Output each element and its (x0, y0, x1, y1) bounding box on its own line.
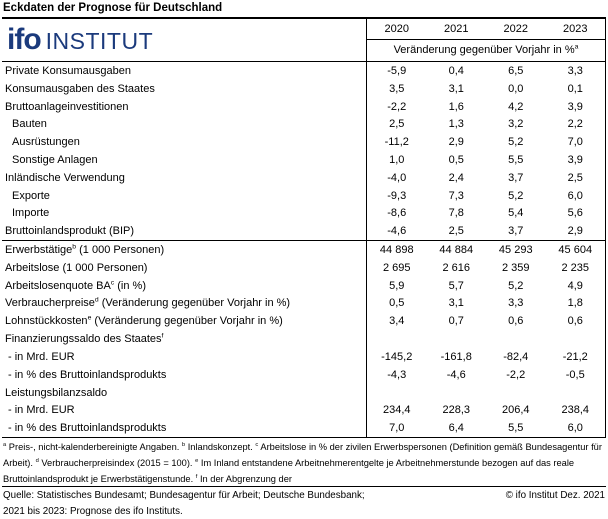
footnote-marker: d (35, 457, 39, 464)
value-cell: 5,5 (508, 422, 524, 435)
value-cell: 5,9 (389, 279, 405, 292)
value-cell: 2,9 (567, 225, 583, 238)
value-cell: 2 235 (561, 261, 590, 274)
row-values (366, 419, 606, 437)
ifo-logo-institut: INSTITUT (45, 28, 154, 54)
value-cell: 4,9 (567, 279, 583, 292)
value-cell: 3,5 (389, 82, 405, 95)
year-header-2021: 2021 (444, 23, 469, 35)
year-header-row (367, 19, 605, 40)
row-values (366, 222, 606, 240)
value-cell: 5,7 (448, 279, 464, 292)
value-cell: -2,2 (387, 100, 407, 113)
row-label: - in Mrd. EUR (8, 350, 75, 363)
value-cell: 1,3 (448, 118, 464, 131)
row-label: Bruttoanlageinvestitionen (5, 100, 129, 113)
value-cell: 2 359 (501, 261, 530, 274)
value-cell: 0,6 (508, 315, 524, 328)
row-label: Konsumausgaben des Staates (5, 82, 155, 95)
footnote-rule (2, 437, 606, 438)
value-cell: 2,2 (567, 118, 583, 131)
source-block (3, 488, 605, 519)
value-cell: 4,2 (508, 100, 524, 113)
column-header-block (366, 19, 606, 61)
table-row (2, 259, 606, 277)
value-cell: 7,3 (448, 189, 464, 202)
value-cell: 2,5 (448, 225, 464, 238)
row-label: Private Konsumausgaben (5, 64, 131, 77)
value-cell: 0,1 (567, 82, 583, 95)
value-cell: -4,6 (387, 225, 407, 238)
row-values (366, 151, 606, 169)
value-cell: -145,2 (381, 350, 413, 363)
value-cell: 6,5 (508, 64, 524, 77)
row-values (366, 330, 606, 348)
row-label: Lohnstückkosten$^e$ (Veränderung gegenüber Vorjahr in %) (5, 314, 283, 328)
footnote-marker: e (195, 457, 199, 464)
copyright-text: © ifo Institut Dez. 2021 (505, 490, 605, 501)
value-cell: 3,2 (508, 118, 524, 131)
value-cell: 2,5 (389, 118, 405, 131)
table-row (2, 348, 606, 366)
table-row (2, 240, 606, 259)
page-title: Eckdaten der Prognose für Deutschland (3, 2, 223, 14)
value-cell: 45 293 (498, 244, 533, 257)
row-values (366, 62, 606, 80)
value-cell: 0,5 (448, 153, 464, 166)
value-cell: 7,8 (448, 207, 464, 220)
row-label: Finanzierungssaldo des Staates$^f$ (5, 332, 164, 346)
value-cell: 2,5 (567, 171, 583, 184)
value-cell: 238,4 (561, 404, 590, 417)
row-label: - in % des Bruttoinlandsprodukts (8, 368, 167, 381)
row-label: - in % des Bruttoinlandsprodukts (8, 422, 167, 435)
table-row (2, 169, 606, 187)
row-values (366, 259, 606, 277)
value-cell: -2,2 (506, 368, 526, 381)
table-row (2, 419, 606, 437)
footnote-marker: a (3, 441, 7, 448)
value-cell: 0,5 (389, 297, 405, 310)
value-cell: -11,2 (384, 136, 409, 149)
value-cell: 0,0 (508, 82, 524, 95)
table-row (2, 115, 606, 133)
value-cell: -0,5 (565, 368, 585, 381)
value-cell: 5,2 (508, 136, 524, 149)
value-cell: 6,0 (567, 422, 583, 435)
row-values (366, 312, 606, 330)
value-cell: 3,3 (567, 64, 583, 77)
table-row (2, 384, 606, 402)
table-row (2, 222, 606, 240)
value-cell: 1,0 (389, 153, 405, 166)
value-cell: -8,6 (387, 207, 407, 220)
row-values (366, 241, 606, 259)
table-row (2, 98, 606, 116)
value-cell: -82,4 (503, 350, 529, 363)
value-cell: 1,8 (567, 297, 583, 310)
row-label: - in Mrd. EUR (8, 404, 75, 417)
row-label: Exporte (12, 189, 50, 202)
table-row (2, 366, 606, 384)
row-label: Importe (12, 207, 50, 220)
row-values (366, 133, 606, 151)
value-cell: -4,3 (387, 368, 407, 381)
table-row (2, 62, 606, 80)
row-label: Bruttoinlandsprodukt (BIP) (5, 225, 135, 238)
value-cell: 3,1 (448, 82, 464, 95)
row-label: Arbeitslosenquote $BA^c$ (in %) (5, 279, 146, 292)
row-values (366, 80, 606, 98)
footnotes: $^a$ Preis-, nicht-kalenderbereinigte Angaben. $^b$ Inlandskonzept. $^c$ Arbeitslose in % der zivilen Erwerbspersonen (Definition gemäß Bundesagentur für Arbeit). $^d$ Verbraucherpreisindex (2015 = 100). $^e$ Im Inland entstandene Arbeitnehmerentgelte je Arbeitnehmerstunde bezogen auf das reale Bruttoinlandsprodukt je Erwerbstätigenstunde. $^f$ In der Abgrenzung der (3, 441, 602, 484)
table-row (2, 312, 606, 330)
footnote-marker-a: a (574, 43, 579, 51)
ifo-logo (7, 25, 153, 55)
value-cell: 3,7 (508, 171, 524, 184)
row-label: Ausrüstungen (12, 136, 80, 149)
table-row (2, 80, 606, 98)
row-values (366, 115, 606, 133)
value-cell: 2,9 (448, 136, 464, 149)
value-cell: -4,6 (446, 368, 466, 381)
footnote-marker: c (255, 441, 259, 448)
value-cell: 5,5 (508, 153, 524, 166)
value-cell: 1,6 (448, 100, 464, 113)
ifo-logo-wordmark: ifo (7, 23, 41, 56)
row-values (366, 169, 606, 187)
value-cell: 3,9 (567, 100, 583, 113)
value-cell: -5,9 (387, 64, 407, 77)
row-values (366, 366, 606, 384)
value-cell: 3,9 (567, 153, 583, 166)
unit-subheader: Veränderung gegenüber Vorjahr in %$^a$ (393, 43, 579, 56)
value-cell: 6,4 (448, 422, 464, 435)
row-label: Erwerbstätige$^b$ (1 000 Personen) (5, 243, 165, 257)
row-label: Verbraucherpreise$^d$ (Veränderung gegenüber Vorjahr in %) (5, 296, 291, 310)
table-header (2, 19, 606, 61)
row-values (366, 187, 606, 205)
value-cell: 3,3 (508, 297, 524, 310)
year-header-2023: 2023 (563, 23, 588, 35)
value-cell: 234,4 (382, 404, 411, 417)
forecast-note-text: 2021 bis 2023: Prognose des ifo Instituts. (3, 505, 183, 517)
value-cell: 45 604 (558, 244, 593, 257)
value-cell: 3,1 (448, 297, 464, 310)
row-values (366, 277, 606, 295)
value-cell: -161,8 (440, 350, 472, 363)
year-header-2022: 2022 (503, 23, 528, 35)
value-cell: 0,7 (448, 315, 464, 328)
value-cell: 5,6 (567, 207, 583, 220)
row-label: Sonstige Anlagen (12, 153, 98, 166)
source-row (3, 488, 605, 504)
footnote-marker: f (195, 473, 198, 480)
table-row (2, 151, 606, 169)
row-label: Inländische Verwendung (5, 171, 125, 184)
logo-cell (2, 19, 366, 61)
row-values (366, 401, 606, 419)
row-values (366, 295, 606, 313)
value-cell: 3,4 (389, 315, 405, 328)
footnote-marker: b (181, 441, 186, 448)
row-values (366, 348, 606, 366)
value-cell: -21,2 (562, 350, 588, 363)
table-row (2, 277, 606, 295)
row-label: Arbeitslose (1 000 Personen) (5, 261, 148, 274)
row-label: Bauten (12, 118, 47, 131)
value-cell: 6,0 (567, 189, 583, 202)
value-cell: 3,7 (508, 225, 524, 238)
row-label: Leistungsbilanzsaldo (5, 386, 108, 399)
table-row (2, 330, 606, 348)
table-row (2, 133, 606, 151)
table-row (2, 187, 606, 205)
value-cell: 7,0 (567, 136, 583, 149)
table-row (2, 401, 606, 419)
value-cell: 5,2 (508, 279, 524, 292)
value-cell: 228,3 (442, 404, 471, 417)
value-cell: 2 616 (442, 261, 471, 274)
value-cell: 5,2 (508, 189, 524, 202)
row-values (366, 98, 606, 116)
value-cell: 7,0 (389, 422, 405, 435)
value-cell: 2,4 (448, 171, 464, 184)
value-cell: -9,3 (387, 189, 407, 202)
value-cell: 44 884 (439, 244, 474, 257)
value-cell: 0,6 (567, 315, 583, 328)
value-cell: 5,4 (508, 207, 524, 220)
value-cell: 206,4 (501, 404, 530, 417)
value-cell: 2 695 (382, 261, 411, 274)
row-values (366, 205, 606, 223)
value-cell: 44 898 (379, 244, 414, 257)
value-cell: -4,0 (387, 171, 407, 184)
row-values (366, 384, 606, 402)
table-row (2, 295, 606, 313)
value-cell: 0,4 (448, 64, 464, 77)
year-header-2020: 2020 (384, 23, 409, 35)
source-text: Quelle: Statistisches Bundesamt; Bundesagentur für Arbeit; Deutsche Bundesbank; (3, 490, 365, 501)
source-rule (2, 486, 606, 487)
table-row (2, 205, 606, 223)
table-rows (2, 62, 606, 437)
